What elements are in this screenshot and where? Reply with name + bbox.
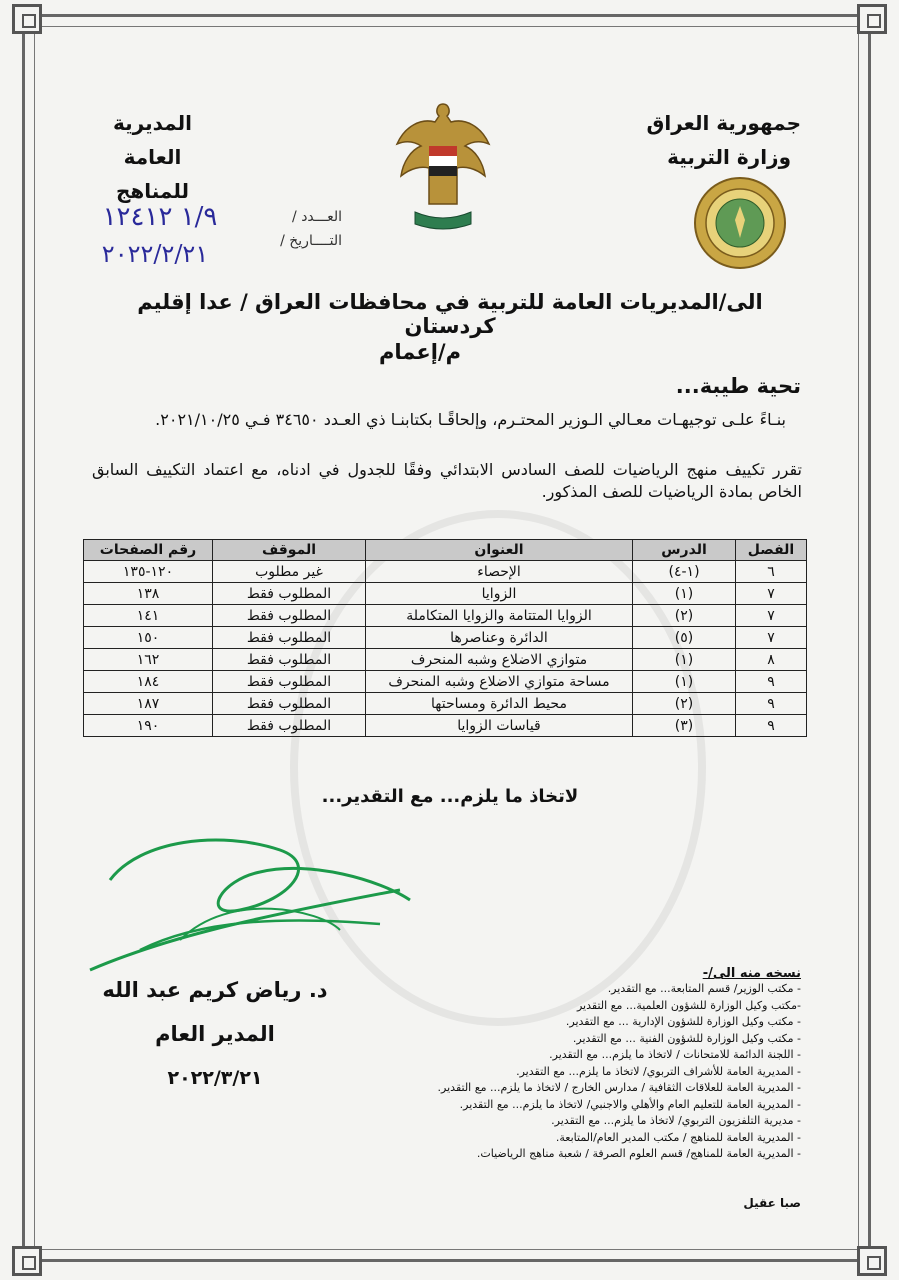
ref-date-value: ٢٠٢٢/٢/٢١ bbox=[101, 240, 209, 268]
corner-ornament bbox=[12, 4, 42, 34]
cell-position: المطلوب فقط bbox=[213, 605, 366, 627]
col-pages: رقم الصفحات bbox=[84, 540, 213, 561]
country-name: جمهورية العراق bbox=[646, 111, 801, 135]
table-row bbox=[84, 671, 807, 693]
body-paragraph-1: بنـاءً علـى توجيهـات معـالي الـوزير المحتـرم، وإلحاقًـا بكتابنـا ذي العـدد ٣٤٦٥٠ فـي ٢٠٢١/١٠/٢٥. bbox=[155, 410, 786, 429]
cell-title: متوازي الاضلاع وشبه المنحرف bbox=[366, 649, 633, 671]
cell-pages: ١٩٠ bbox=[84, 715, 213, 737]
cell-position: المطلوب فقط bbox=[213, 649, 366, 671]
corner-ornament bbox=[12, 1246, 42, 1276]
cell-pages: ١٣٨ bbox=[84, 583, 213, 605]
body-paragraph-2: تقرر تكييف منهج الرياضيات للصف السادس الابتدائي وفقًا للجدول في ادناه، مع اعتماد التكييف السابق الخاص بمادة الرياضيات للصف المذكور. bbox=[92, 460, 802, 501]
signature-date: ٢٠٢٢/٣/٢١ bbox=[167, 1067, 263, 1089]
cell-title: الزوايا bbox=[366, 583, 633, 605]
cell-lesson: (٢) bbox=[633, 605, 736, 627]
list-item: - مكتب وكيل الوزارة للشؤون الإدارية ... مع التقدير. bbox=[565, 1015, 801, 1028]
copies-list bbox=[421, 981, 801, 1163]
ref-number-label: العـــدد / bbox=[292, 209, 342, 225]
cell-lesson: (١) bbox=[633, 649, 736, 671]
cell-title: الإحصاء bbox=[366, 561, 633, 583]
closing-line: لاتخاذ ما يلزم... مع التقدير... bbox=[321, 786, 579, 807]
cell-chapter: ٩ bbox=[736, 671, 807, 693]
list-item: - مكتب الوزير/ قسم المتابعة... مع التقدير. bbox=[607, 982, 801, 995]
cell-chapter: ٧ bbox=[736, 605, 807, 627]
cell-chapter: ٧ bbox=[736, 627, 807, 649]
cell-chapter: ٧ bbox=[736, 583, 807, 605]
table-row bbox=[84, 715, 807, 737]
list-item: - مديرية التلفزيون التربوي/ لاتخاذ ما يلزم... مع التقدير. bbox=[551, 1114, 801, 1127]
cell-lesson: (٣) bbox=[633, 715, 736, 737]
col-chapter: الفصل bbox=[736, 540, 807, 561]
list-item: - المديرية العامة للتعليم العام والأهلي والاجنبي/ لاتخاذ ما يلزم... مع التقدير. bbox=[459, 1097, 801, 1111]
cell-chapter: ٦ bbox=[736, 561, 807, 583]
ministry-seal-icon bbox=[693, 176, 787, 270]
table-row bbox=[84, 583, 807, 605]
cell-lesson: (١) bbox=[633, 671, 736, 693]
list-item: - اللجنة الدائمة للامتحانات / لاتخاذ ما يلزم... مع التقدير. bbox=[549, 1048, 801, 1061]
cell-position: المطلوب فقط bbox=[213, 715, 366, 737]
col-position: الموقف bbox=[213, 540, 366, 561]
list-item: - المديرية العامة للأشراف التربوي/ لاتخاذ ما يلزم... مع التقدير. bbox=[516, 1064, 801, 1078]
cell-pages: ١٤١ bbox=[84, 605, 213, 627]
copies-section bbox=[421, 966, 801, 1163]
table-row bbox=[84, 605, 807, 627]
header-left bbox=[95, 106, 210, 208]
cell-pages: ١٨٧ bbox=[84, 693, 213, 715]
directorate-subname: للمناهج bbox=[115, 179, 190, 203]
ministry-name: وزارة التربية bbox=[667, 145, 791, 169]
col-title: العنوان bbox=[366, 540, 633, 561]
list-item: - المديرية العامة للمناهج / مكتب المدير العام/المتابعة. bbox=[555, 1130, 801, 1144]
cell-position: المطلوب فقط bbox=[213, 627, 366, 649]
subject: م/إعمام bbox=[379, 340, 461, 364]
cell-position: المطلوب فقط bbox=[213, 671, 366, 693]
cell-title: محيط الدائرة ومساحتها bbox=[366, 693, 633, 715]
cell-chapter: ٨ bbox=[736, 649, 807, 671]
signatory-name: د. رياض كريم عبد الله bbox=[102, 978, 328, 1002]
eagle-coat-of-arms-icon bbox=[391, 100, 495, 236]
curriculum-table bbox=[83, 539, 807, 737]
directorate-name: المديرية العامة bbox=[113, 111, 192, 169]
typist-name: صبا عقيل bbox=[743, 1196, 801, 1210]
cell-pages: ١٥٠ bbox=[84, 627, 213, 649]
cell-pages: ١٢٠-١٣٥ bbox=[84, 561, 213, 583]
cell-title: قياسات الزوايا bbox=[366, 715, 633, 737]
list-item: - المديرية العامة للعلاقات الثقافية / مدارس الخارج / لاتخاذ ما يلزم... مع التقدير. bbox=[437, 1081, 801, 1094]
cell-lesson: (٢) bbox=[633, 693, 736, 715]
cell-pages: ١٦٢ bbox=[84, 649, 213, 671]
corner-ornament bbox=[857, 4, 887, 34]
list-item: -مكتب وكيل الوزارة للشؤون العلمية... مع التقدير bbox=[576, 998, 801, 1012]
ref-number-value: ١/٩ ١٢٤١٢ bbox=[102, 202, 218, 232]
table-row bbox=[84, 649, 807, 671]
table-row bbox=[84, 561, 807, 583]
cell-pages: ١٨٤ bbox=[84, 671, 213, 693]
cell-chapter: ٩ bbox=[736, 715, 807, 737]
list-item: - المديرية العامة للمناهج/ قسم العلوم الصرفة / شعبة مناهج الرياضيات. bbox=[476, 1147, 801, 1160]
ref-date-label: التــــاريخ / bbox=[280, 233, 342, 249]
addressee: الى/المديريات العامة للتربية في محافظات العراق / عدا إقليم كردستان bbox=[137, 290, 763, 338]
cell-title: الدائرة وعناصرها bbox=[366, 627, 633, 649]
greeting: تحية طيبة... bbox=[675, 374, 801, 398]
col-lesson: الدرس bbox=[633, 540, 736, 561]
table-header-row bbox=[84, 540, 807, 561]
cell-position: المطلوب فقط bbox=[213, 583, 366, 605]
corner-ornament bbox=[857, 1246, 887, 1276]
signature-scribble bbox=[80, 820, 440, 980]
list-item: - مكتب وكيل الوزارة للشؤون الفنية ... مع التقدير. bbox=[572, 1031, 801, 1045]
signature-block bbox=[95, 968, 335, 1100]
table-row bbox=[84, 627, 807, 649]
copies-title: نسخه منه الى/- bbox=[702, 966, 801, 981]
cell-position: المطلوب فقط bbox=[213, 693, 366, 715]
cell-title: الزوايا المتتامة والزوايا المتكاملة bbox=[366, 605, 633, 627]
cell-chapter: ٩ bbox=[736, 693, 807, 715]
cell-lesson: (٥) bbox=[633, 627, 736, 649]
cell-lesson: (١-٤) bbox=[633, 561, 736, 583]
cell-title: مساحة متوازي الاضلاع وشبه المنحرف bbox=[366, 671, 633, 693]
signatory-title: المدير العام bbox=[155, 1022, 275, 1046]
table-row bbox=[84, 693, 807, 715]
cell-lesson: (١) bbox=[633, 583, 736, 605]
header-right bbox=[646, 106, 801, 174]
cell-position: غير مطلوب bbox=[213, 561, 366, 583]
